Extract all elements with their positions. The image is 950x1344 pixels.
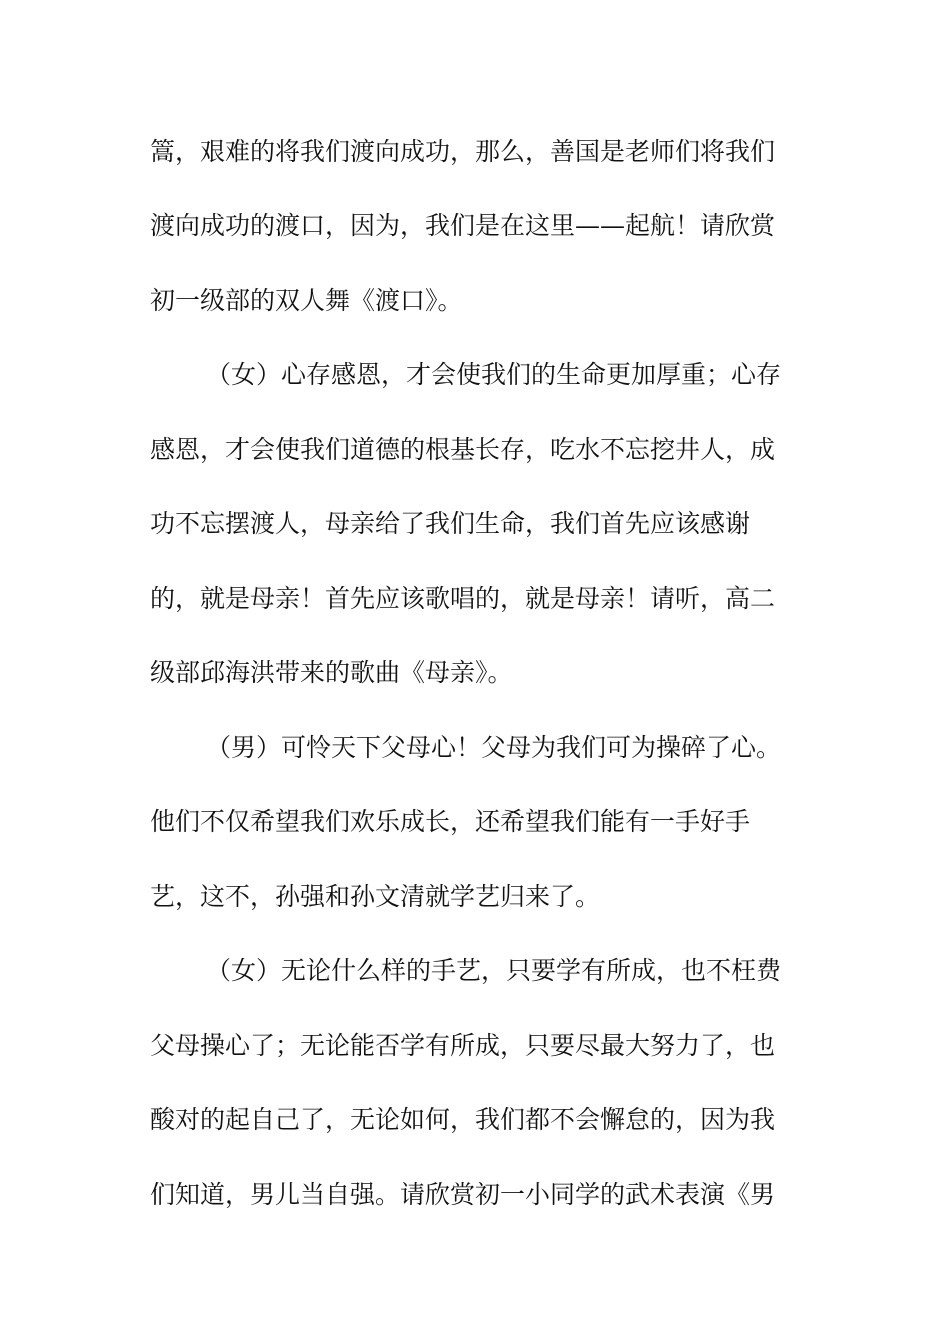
text-line: 们知道，男儿当自强。请欣赏初一小同学的武术表演《男 bbox=[150, 1180, 776, 1209]
text-line: 级部邱海洪带来的歌曲《母亲》。 bbox=[150, 658, 513, 687]
text-line: 父母操心了；无论能否学有所成，只要尽最大努力了，也 bbox=[150, 1031, 776, 1060]
text-line: 渡向成功的渡口，因为，我们是在这里——起航！请欣赏 bbox=[150, 211, 776, 240]
text-line: 他们不仅希望我们欢乐成长，还希望我们能有一手好手 bbox=[150, 807, 751, 836]
text-line: 感恩，才会使我们道德的根基长存，吃水不忘挖井人，成 bbox=[150, 435, 776, 464]
paragraph-start-line: （女）无论什么样的手艺，只要学有所成，也不枉费 bbox=[206, 956, 782, 985]
text-line: 初一级部的双人舞《渡口》。 bbox=[150, 286, 463, 315]
text-line: 酸对的起自己了，无论如何，我们都不会懈怠的，因为我 bbox=[150, 1105, 776, 1134]
text-line: 的，就是母亲！首先应该歌唱的，就是母亲！请听，高二 bbox=[150, 584, 776, 613]
text-line: 篙，艰难的将我们渡向成功，那么，善国是老师们将我们 bbox=[150, 137, 776, 166]
paragraph-start-line: （男）可怜天下父母心！父母为我们可为操碎了心。 bbox=[206, 733, 782, 762]
text-line: 艺，这不，孙强和孙文清就学艺归来了。 bbox=[150, 882, 601, 911]
paragraph-start-line: （女）心存感恩，才会使我们的生命更加厚重；心存 bbox=[206, 360, 782, 389]
text-line: 功不忘摆渡人，母亲给了我们生命，我们首先应该感谢 bbox=[150, 509, 751, 538]
